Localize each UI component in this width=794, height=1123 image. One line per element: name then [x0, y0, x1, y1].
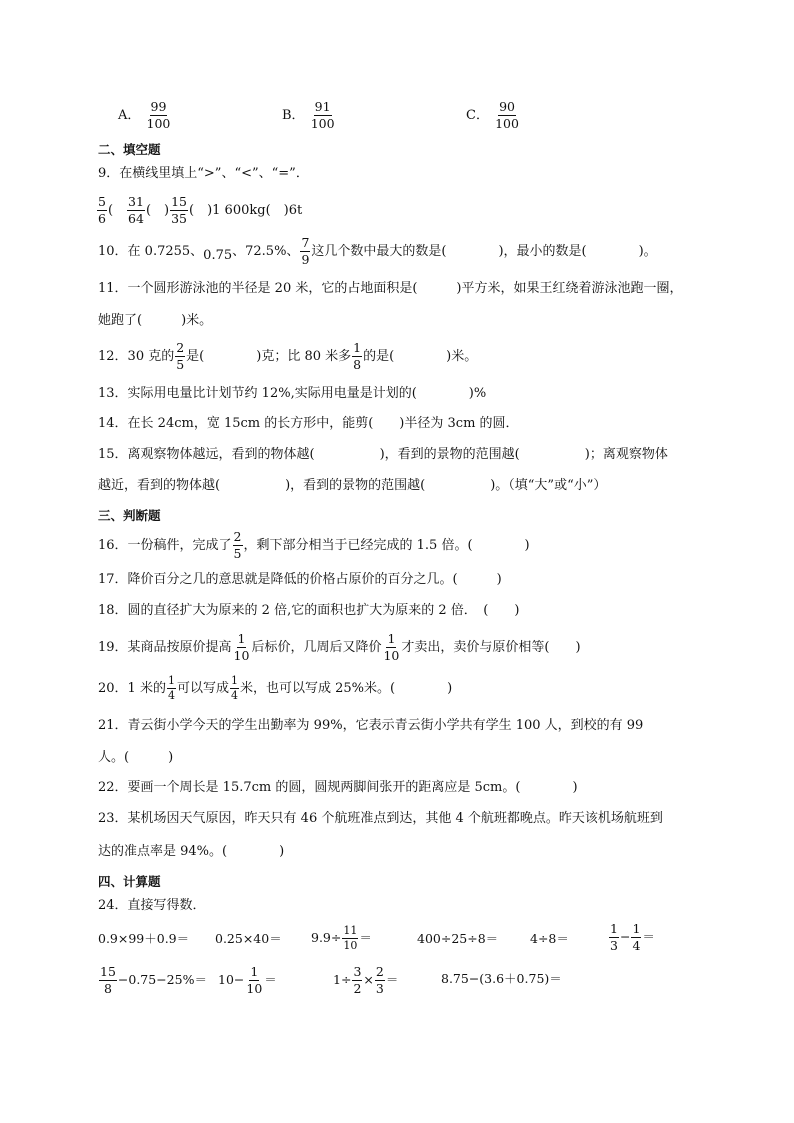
fraction [342, 925, 358, 952]
question-21-line1: 21．青云街小学今天的学生出勤率为 99%，它表示青云街小学共有学生 100 人，到校的有 99 [98, 718, 644, 733]
fraction-denominator: 10 [383, 648, 400, 663]
fraction-denominator: 8 [353, 357, 362, 372]
fraction-denominator: 4 [230, 689, 238, 702]
fraction-numerator: 7 [301, 235, 310, 250]
calc-item-6-mid: − [619, 929, 631, 944]
question-20-mid: 可以写成 [176, 681, 229, 696]
question-10-mid: 0.75 [203, 248, 233, 263]
fraction [233, 530, 243, 561]
fraction-numerator: 1 [237, 631, 246, 646]
question-12-post: 的是( )米。 [363, 349, 478, 364]
calc-item-8-post: ＝ [264, 972, 277, 987]
blank: ( [107, 203, 127, 218]
question-20-pre: 20．1 米的 [98, 681, 166, 696]
fraction [631, 922, 641, 953]
fraction [245, 965, 263, 996]
fraction-numerator: 1 [250, 964, 259, 979]
question-12 [98, 341, 477, 372]
section-title-fill-in: 二、填空题 [98, 142, 161, 157]
fraction [375, 965, 385, 996]
calc-item-6-post: ＝ [642, 929, 655, 944]
fraction [170, 195, 188, 226]
fraction-numerator: 2 [176, 340, 185, 355]
question-23-line2: 达的准点率是 94%。( ) [98, 844, 285, 859]
calc-item-8-pre: 10− [218, 972, 245, 987]
question-24: 24．直接写得数． [98, 898, 206, 913]
fraction-numerator: 11 [343, 924, 358, 937]
fraction-numerator: 3 [353, 964, 362, 979]
fraction [175, 341, 185, 372]
calc-item-9-post: ＝ [385, 972, 399, 987]
fraction-denominator: 100 [495, 116, 519, 131]
calc-item-1: 0.9×99＋0.9＝ [98, 931, 190, 946]
calc-item-9-mid: × [363, 972, 374, 987]
question-23-line1: 23．某机场因天气原因，昨天只有 46 个航班准点到达，其他 4 个航班都晚点。昨天该机场航班到 [98, 811, 663, 826]
blank [271, 203, 284, 218]
fraction-denominator: 6 [98, 211, 106, 226]
fraction-numerator: 1 [353, 340, 362, 355]
section-title-calculation: 四、计算题 [98, 874, 161, 889]
question-14: 14．在长 24cm，宽 15cm 的长方形中，能剪( )半径为 3cm 的圆． [98, 416, 519, 431]
question-17: 17．降价百分之几的意思就是降低的价格占原价的百分之几。( ) [98, 572, 502, 587]
fraction-denominator: 9 [301, 252, 310, 267]
option-c-fraction [494, 100, 520, 131]
question-16-post: ，剩下部分相当于已经完成的 1.5 倍。( ) [243, 538, 530, 553]
question-16 [98, 530, 530, 561]
question-10-post: 这几个数中最大的数是( )，最小的数是( )。 [311, 244, 657, 259]
fraction [167, 675, 176, 702]
fraction-numerator: 2 [375, 964, 384, 979]
fraction-denominator: 64 [128, 211, 144, 226]
question-10 [98, 236, 657, 267]
question-19 [98, 632, 581, 663]
fraction [382, 632, 400, 663]
fraction [97, 195, 107, 226]
calc-item-3-pre: 9.9÷ [311, 930, 342, 945]
question-9: 9．在横线里填上“>”、“<”、“=”． [98, 166, 309, 181]
option-b-label: B． [282, 108, 305, 123]
fraction [233, 632, 251, 663]
calc-item-6 [608, 922, 655, 953]
fraction [230, 675, 239, 702]
calc-item-5: 4÷8＝ [530, 931, 569, 946]
fraction [609, 922, 619, 953]
question-9-end: )6t [283, 203, 303, 218]
calc-item-8 [218, 965, 277, 996]
question-18: 18．圆的直径扩大为原来的 2 倍,它的面积也扩大为原来的 2 倍． ( ) [98, 603, 520, 618]
fraction-numerator: 15 [171, 194, 187, 209]
option-c-label: C． [466, 108, 489, 123]
fraction-denominator: 4 [167, 689, 175, 702]
question-21-line2: 人。( ) [98, 750, 174, 765]
option-a [118, 100, 172, 131]
fraction-numerator: 2 [233, 529, 242, 544]
question-11-line1: 11．一个圆形游泳池的半径是 20 米，它的占地面积是( )平方米，如果王红绕着游泳池跑一圈， [98, 281, 683, 296]
fraction-numerator: 1 [610, 921, 618, 936]
fraction-numerator: 5 [98, 194, 106, 209]
question-12-mid: 是( )克；比 80 米多 [186, 349, 352, 364]
fraction-numerator: 91 [314, 99, 331, 114]
calc-item-3 [311, 925, 372, 952]
fraction-numerator: 15 [100, 964, 116, 979]
question-9-tail: )1 600kg( [207, 203, 271, 218]
fraction-numerator: 1 [230, 674, 238, 687]
question-10-pre: 10．在 0.7255、 [98, 244, 204, 259]
fraction-denominator: 5 [176, 357, 185, 372]
fraction-denominator: 100 [310, 116, 335, 131]
fraction [300, 236, 310, 267]
question-15-line2: 越近，看到的物体越( )，看到的景物的范围越( )。（填“大”或“小”） [98, 478, 607, 493]
fraction-numerator: 31 [128, 194, 144, 209]
calc-item-3-post: ＝ [359, 930, 372, 945]
fraction-denominator: 3 [375, 981, 384, 996]
question-9-items [96, 195, 302, 226]
question-20-post: 米，也可以写成 25%米。( ) [239, 681, 453, 696]
section-title-judgement: 三、判断题 [98, 508, 161, 523]
question-12-pre: 12．30 克的 [98, 349, 175, 364]
fraction-numerator: 1 [167, 674, 175, 687]
question-19-mid: 后标价，几周后又降价 [251, 640, 382, 655]
calc-item-4: 400÷25÷8＝ [417, 931, 499, 946]
fraction-denominator: 3 [610, 938, 618, 953]
fraction [352, 341, 362, 372]
blank: ( ) [145, 203, 170, 218]
question-20 [98, 675, 452, 702]
calc-item-9 [333, 965, 398, 996]
calc-item-7-post: −0.75−25%＝ [117, 972, 207, 987]
fraction-denominator: 8 [103, 981, 112, 996]
option-a-fraction [146, 100, 172, 131]
fraction-numerator: 1 [632, 921, 641, 936]
fraction [127, 195, 145, 226]
calc-item-9-pre: 1÷ [333, 972, 352, 987]
fraction-numerator: 1 [387, 631, 396, 646]
question-19-post: 才卖出，卖价与原价相等( ) [401, 640, 581, 655]
calc-item-10: 8.75−(3.6＋0.75)＝ [441, 971, 562, 986]
fraction-denominator: 5 [233, 546, 242, 561]
blank: ( [189, 203, 208, 218]
fraction-numerator: 90 [499, 99, 515, 114]
option-a-label: A． [118, 108, 141, 123]
option-c [466, 100, 521, 131]
question-15-line1: 15．离观察物体越远，看到的物体越( )，看到的景物的范围越( )；离观察物体 [98, 447, 668, 462]
question-16-pre: 16．一份稿件，完成了 [98, 538, 232, 553]
fraction-denominator: 10 [343, 939, 358, 952]
question-22: 22．要画一个周长是 15.7cm 的圆，圆规两脚间张开的距离应是 5cm。( ) [98, 780, 578, 795]
fraction-denominator: 10 [246, 981, 263, 996]
option-b-fraction [310, 100, 336, 131]
question-13: 13．实际用电量比计划节约 12%,实际用电量是计划的( )% [98, 386, 487, 401]
question-11-line2: 她跑了( )米。 [98, 313, 213, 328]
option-b [282, 100, 337, 131]
calc-item-7 [98, 965, 207, 996]
fraction-denominator: 2 [353, 981, 362, 996]
question-10-mid2: 、72.5%、 [232, 244, 300, 259]
fraction-denominator: 4 [632, 938, 641, 953]
calc-item-2: 0.25×40＝ [215, 931, 282, 946]
question-19-pre: 19．某商品按原价提高 [98, 640, 232, 655]
fraction-denominator: 100 [146, 116, 171, 131]
fraction-denominator: 10 [233, 648, 250, 663]
fraction [99, 965, 117, 996]
fraction [352, 965, 362, 996]
fraction-numerator: 99 [150, 99, 167, 114]
fraction-denominator: 35 [171, 211, 187, 226]
